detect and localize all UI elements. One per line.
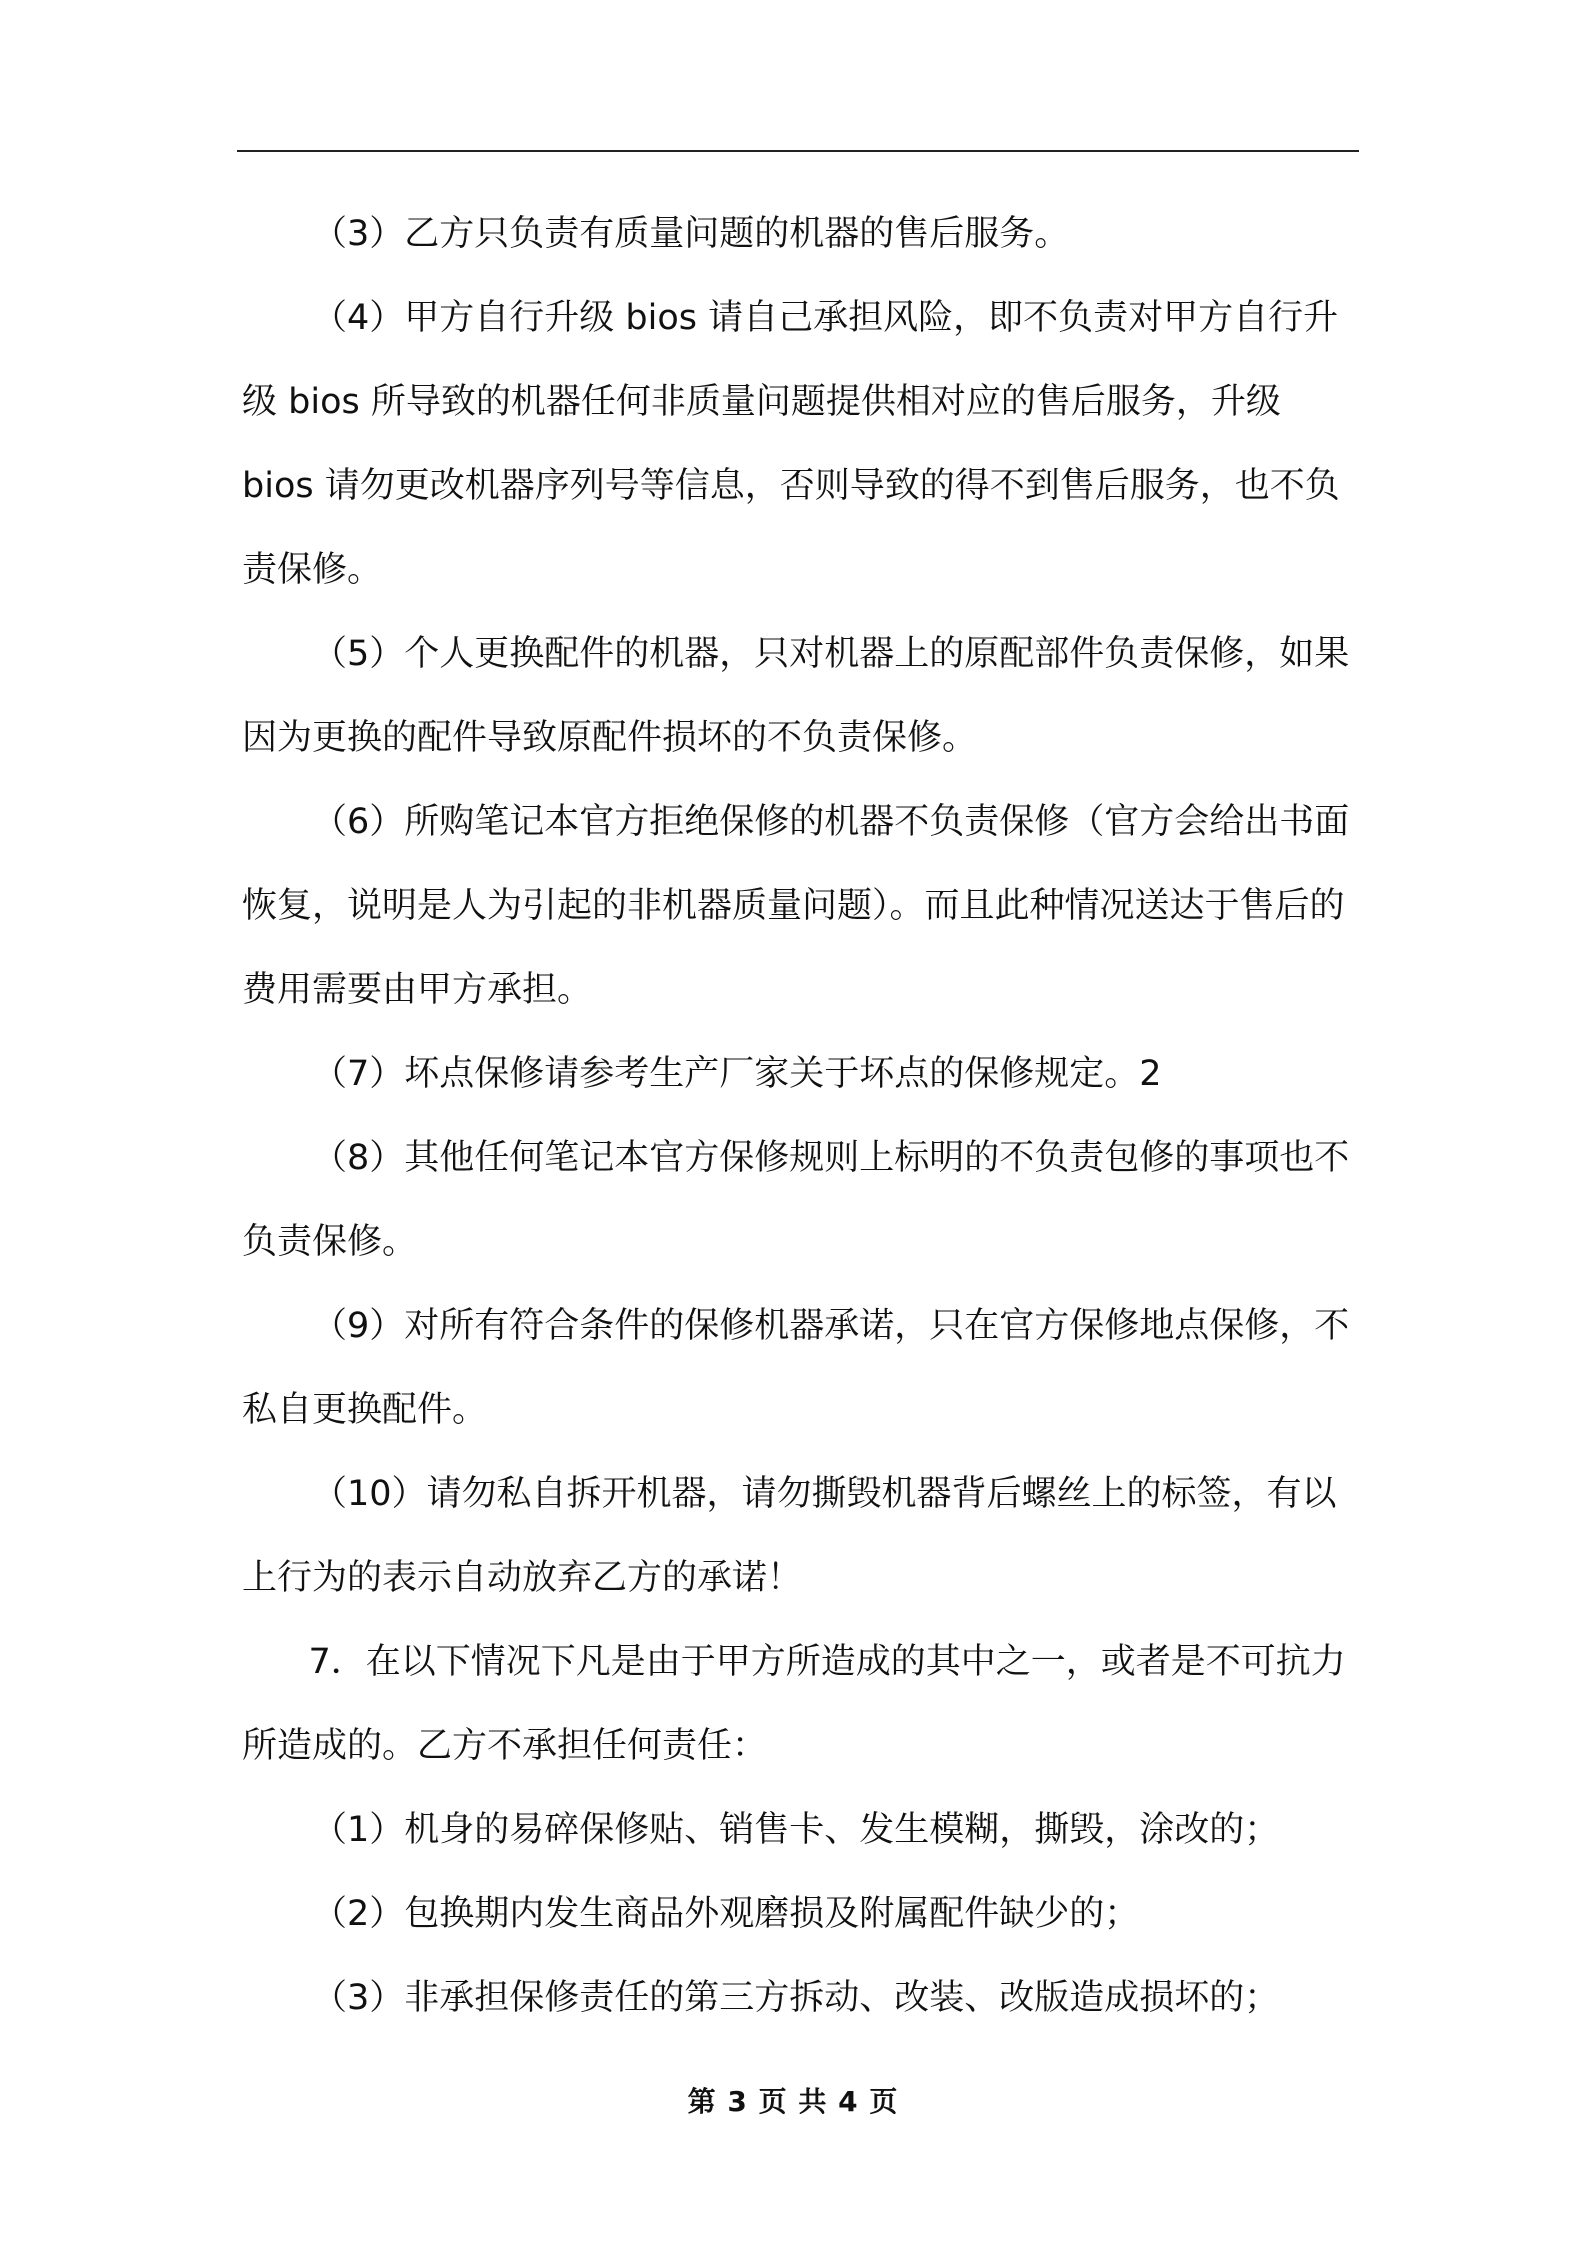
page-number: 第 3 页 共 4 页 [687,2085,899,2118]
clause-7: （7）坏点保修请参考生产厂家关于坏点的保修规定。2 [312,1054,1162,1094]
section-7-item-1: （1）机身的易碎保修贴、销售卡、发生模糊，撕毁，涂改的； [312,1810,1280,1850]
clause-8: （8）其他任何笔记本官方保修规则上标明的不负责包修的事项也不负责保修。 [242,1138,1350,1262]
header-rule [237,150,1359,152]
document-body [242,192,1362,2040]
clause-3: （3）乙方只负责有质量问题的机器的售后服务。 [312,214,1070,254]
section-7-item-3: （3）非承担保修责任的第三方拆动、改装、改版造成损坏的； [312,1978,1280,2018]
clause-6: （6）所购笔记本官方拒绝保修的机器不负责保修（官方会给出书面恢复，说明是人为引起的非机器质量问题）。而且此种情况送达于售后的费用需要由甲方承担。 [242,802,1350,1010]
clause-9: （9）对所有符合条件的保修机器承诺，只在官方保修地点保修，不私自更换配件。 [242,1306,1350,1430]
clause-10: （10）请勿私自拆开机器，请勿撕毁机器背后螺丝上的标签，有以上行为的表示自动放弃乙方的承诺！ [242,1474,1337,1598]
clause-5: （5）个人更换配件的机器，只对机器上的原配部件负责保修，如果因为更换的配件导致原配件损坏的不负责保修。 [242,634,1350,758]
clause-4: （4）甲方自行升级 bios 请自己承担风险，即不负责对甲方自行升级 bios 所导致的机器任何非质量问题提供相对应的售后服务，升级 bios 请勿更改机器序列号等信息，否则导致的得不到售后服务，也不负责保修。 [242,298,1340,590]
section-7-item-2: （2）包换期内发生商品外观磨损及附属配件缺少的； [312,1894,1140,1934]
section-7-intro: 7．在以下情况下凡是由于甲方所造成的其中之一，或者是不可抗力所造成的。乙方不承担任何责任： [242,1642,1346,1766]
